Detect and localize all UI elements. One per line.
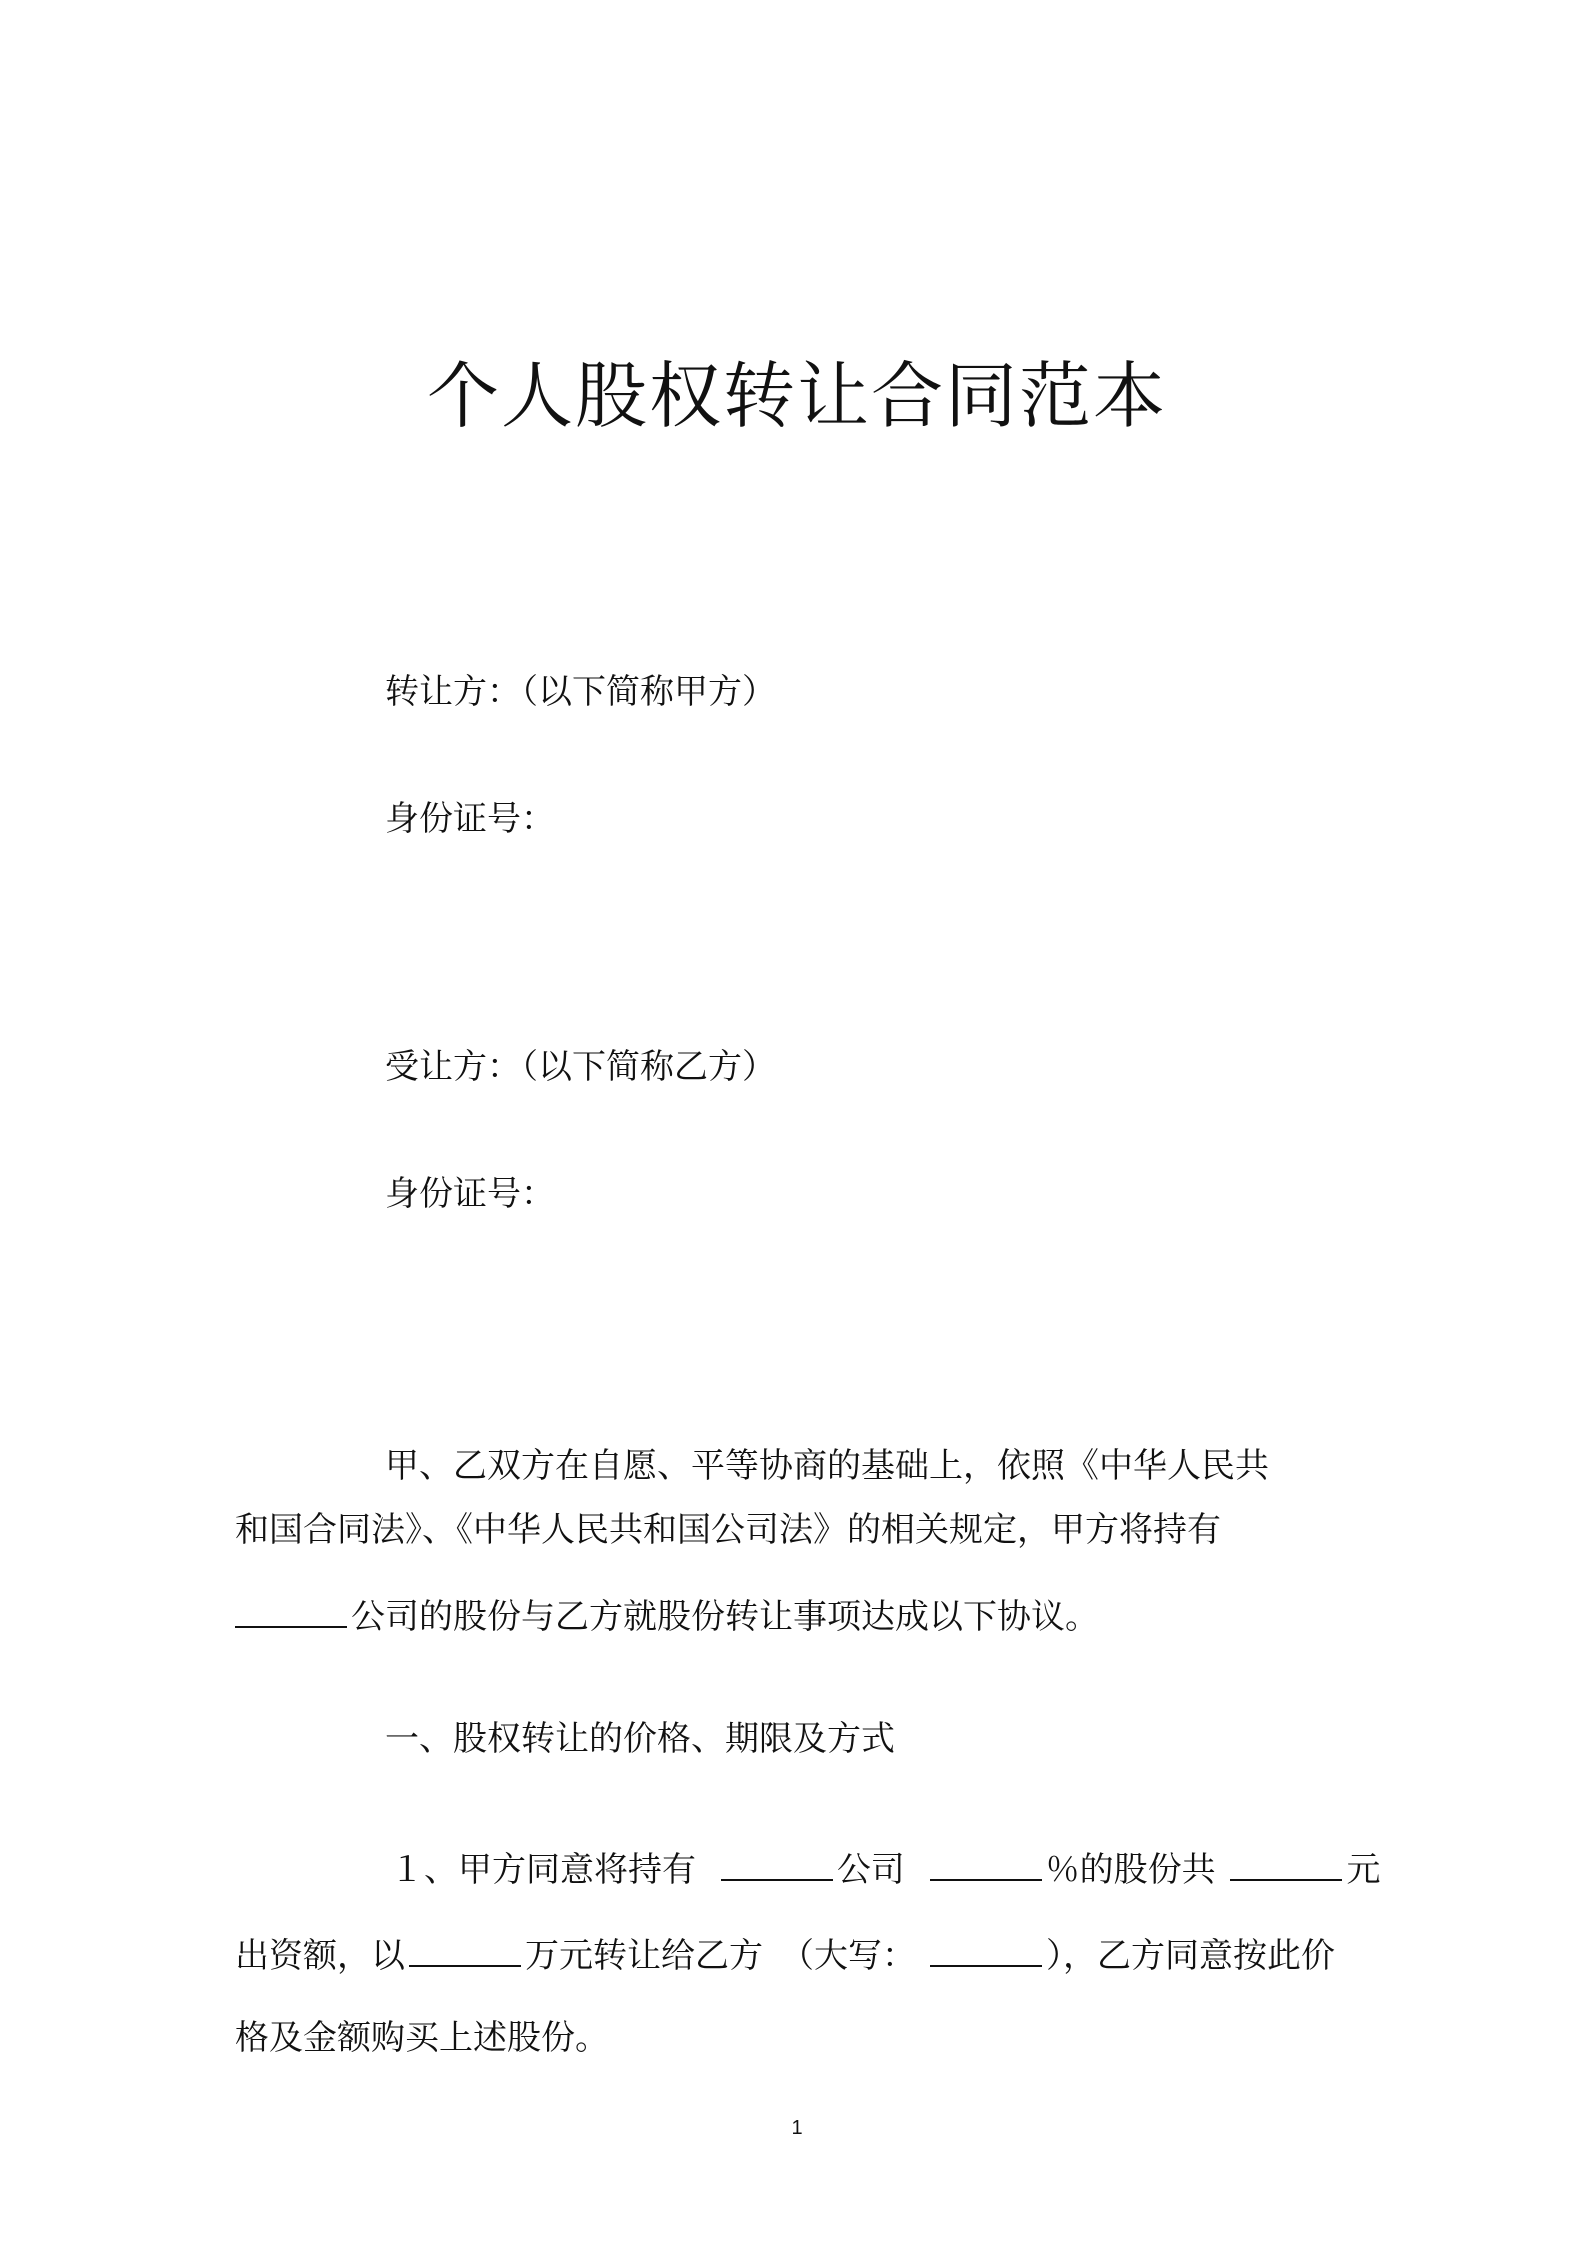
transferee-label: 受让方：（以下简称乙方）: [385, 1047, 776, 1087]
clause-1-line-2: [235, 1935, 1335, 1976]
preamble-line-1: 甲、乙双方在自愿、平等协商的基础上，依照《中华人民共: [385, 1446, 1269, 1486]
preamble-line-2: 和国合同法》、《中华人民共和国公司法》的相关规定，甲方将持有: [235, 1510, 1221, 1550]
price-uppercase-blank: [930, 1935, 1042, 1967]
transferee-id-label: 身份证号：: [385, 1174, 555, 1214]
company-blank: [721, 1849, 833, 1881]
preamble-line-3: [235, 1596, 1099, 1637]
clause-1-part-c: ％的股份共: [1045, 1850, 1216, 1890]
clause-1-part-b: 公司: [836, 1850, 905, 1890]
clause-1-part-f: 万元转让给乙方 （大写：: [525, 1936, 916, 1976]
preamble-line-3-text: 公司的股份与乙方就股份转让事项达成以下协议。: [351, 1597, 1099, 1637]
page-number: 1: [791, 2117, 803, 2139]
company-name-blank: [235, 1596, 347, 1628]
clause-1-line-1: [390, 1849, 1381, 1890]
transferor-id-label: 身份证号：: [385, 799, 555, 839]
clause-1-line-3: 格及金额购买上述股份。: [235, 2018, 609, 2058]
percent-blank: [930, 1849, 1042, 1881]
clause-1-part-g: ），乙方同意按此价: [1046, 1936, 1335, 1976]
amount-blank: [1230, 1849, 1342, 1881]
transferor-label: 转让方：（以下简称甲方）: [385, 672, 776, 712]
document-title: 个人股权转让合同范本: [426, 354, 1167, 438]
price-blank: [409, 1935, 521, 1967]
section-1-heading: 一、股权转让的价格、期限及方式: [385, 1719, 895, 1759]
clause-1-part-e: 出资额，以: [235, 1936, 405, 1976]
clause-1-part-a: １、甲方同意将持有: [390, 1850, 696, 1890]
clause-1-part-d: 元: [1346, 1850, 1381, 1890]
